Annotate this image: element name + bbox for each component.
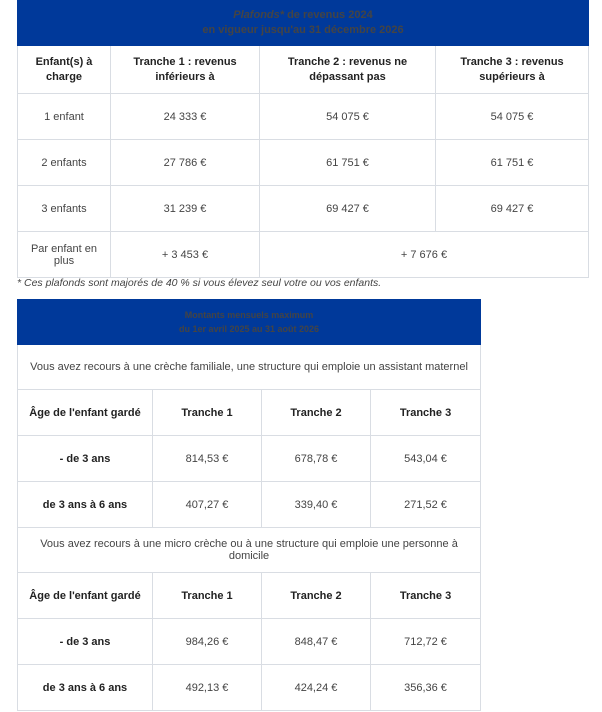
income-ceilings-title	[18, 1, 589, 46]
col-header-tranche2: Tranche 2	[262, 390, 371, 436]
table-row	[18, 482, 481, 528]
table-row	[18, 94, 589, 140]
row-label: de 3 ans à 6 ans	[18, 665, 153, 711]
table-row	[18, 232, 589, 278]
col-header-tranche1: Tranche 1	[153, 390, 262, 436]
row-label: 2 enfants	[18, 140, 111, 186]
cell-tranche1: + 3 453 €	[111, 232, 260, 278]
income-ceilings-table	[17, 0, 589, 278]
cell-tranche1: 984,26 €	[153, 619, 262, 665]
table-row	[18, 140, 589, 186]
title-line2: du 1er avril 2025 au 31 août 2026	[178, 324, 320, 334]
table-row	[18, 619, 481, 665]
monthly-amounts-table	[17, 299, 481, 711]
cell-tranche3: 543,04 €	[371, 436, 481, 482]
title-line2: en vigueur jusqu'au 31 décembre 2026	[202, 24, 404, 36]
col-header-children: Enfant(s) à charge	[18, 46, 111, 94]
title-emphasis: Plafonds*	[233, 9, 285, 21]
row-label: Par enfant en plus	[18, 232, 111, 278]
cell-tranche3: 712,72 €	[371, 619, 481, 665]
cell-tranche1: 31 239 €	[111, 186, 260, 232]
cell-tranche2-3: + 7 676 €	[260, 232, 589, 278]
cell-tranche1: 492,13 €	[153, 665, 262, 711]
cell-tranche2: 678,78 €	[262, 436, 371, 482]
title-rest: de revenus 2024	[284, 9, 373, 21]
cell-tranche2: 61 751 €	[260, 140, 436, 186]
monthly-amounts-title	[18, 300, 481, 345]
row-label: 1 enfant	[18, 94, 111, 140]
col-header-tranche3: Tranche 3	[371, 390, 481, 436]
cell-tranche3: 356,36 €	[371, 665, 481, 711]
cell-tranche1: 24 333 €	[111, 94, 260, 140]
table-row	[18, 186, 589, 232]
cell-tranche1: 407,27 €	[153, 482, 262, 528]
col-header-tranche3: Tranche 3 : revenus supérieurs à	[436, 46, 589, 94]
col-header-tranche3: Tranche 3	[371, 573, 481, 619]
section-intro: Vous avez recours à une micro crèche ou à une structure qui emploie une personne à domicile	[18, 528, 481, 573]
row-label: de 3 ans à 6 ans	[18, 482, 153, 528]
col-header-tranche1: Tranche 1 : revenus inférieurs à	[111, 46, 260, 94]
row-label: - de 3 ans	[18, 436, 153, 482]
cell-tranche3: 271,52 €	[371, 482, 481, 528]
cell-tranche1: 27 786 €	[111, 140, 260, 186]
cell-tranche3: 61 751 €	[436, 140, 589, 186]
col-header-age: Âge de l'enfant gardé	[18, 390, 153, 436]
title-line1: Montants mensuels maximum	[184, 310, 314, 320]
col-header-tranche1: Tranche 1	[153, 573, 262, 619]
cell-tranche3: 69 427 €	[436, 186, 589, 232]
cell-tranche3: 54 075 €	[436, 94, 589, 140]
col-header-tranche2: Tranche 2	[262, 573, 371, 619]
table-row	[18, 436, 481, 482]
cell-tranche2: 339,40 €	[262, 482, 371, 528]
cell-tranche2: 69 427 €	[260, 186, 436, 232]
cell-tranche2: 424,24 €	[262, 665, 371, 711]
table-row	[18, 665, 481, 711]
footnote: * Ces plafonds sont majorés de 40 % si vous élevez seul votre ou vos enfants.	[17, 277, 382, 289]
col-header-tranche2: Tranche 2 : revenus ne dépassant pas	[260, 46, 436, 94]
cell-tranche2: 848,47 €	[262, 619, 371, 665]
section-intro: Vous avez recours à une crèche familiale, une structure qui emploie un assistant maternel	[18, 345, 481, 390]
row-label: - de 3 ans	[18, 619, 153, 665]
row-label: 3 enfants	[18, 186, 111, 232]
cell-tranche1: 814,53 €	[153, 436, 262, 482]
cell-tranche2: 54 075 €	[260, 94, 436, 140]
col-header-age: Âge de l'enfant gardé	[18, 573, 153, 619]
